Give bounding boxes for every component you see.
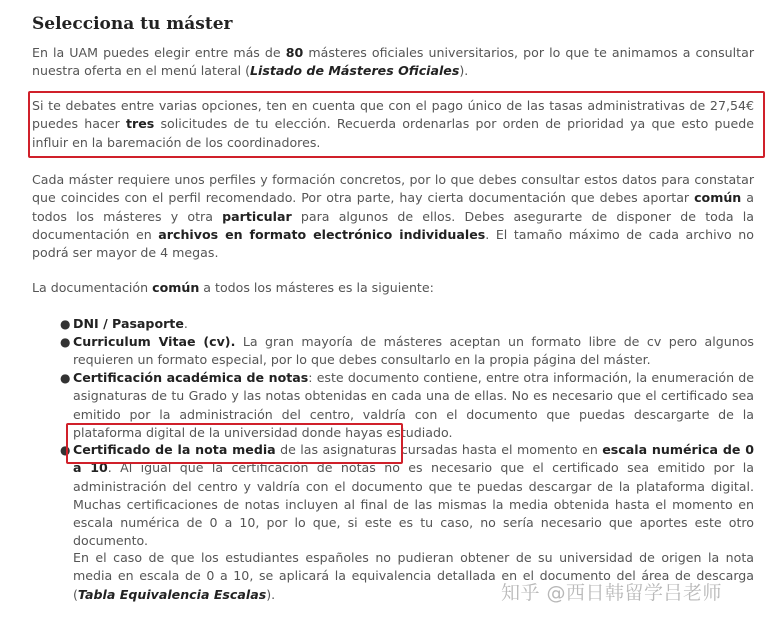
document-label: DNI / Pasaporte bbox=[73, 316, 184, 331]
intro-text-1: En la UAM puedes elegir entre más de bbox=[32, 45, 286, 60]
document-label: Certificado de la nota media bbox=[73, 442, 276, 457]
document-text: La gran mayoría de másteres aceptan un formato libre de cv pero algunos requieren un formato especial, por lo que debes consultarlo en la propia página del máster. bbox=[73, 334, 754, 368]
common-intro-text-2: a todos los másteres es la siguiente: bbox=[199, 280, 434, 295]
page-title: Selecciona tu máster bbox=[32, 14, 233, 34]
fees-highlight-box bbox=[28, 91, 765, 158]
foreign-text-2: ). bbox=[266, 586, 276, 602]
intro-text-3: ). bbox=[459, 63, 469, 79]
requirements-bold-2: particular bbox=[222, 208, 292, 224]
document-label: Curriculum Vitae (cv). bbox=[73, 334, 236, 349]
document-text: . bbox=[183, 316, 188, 331]
watermark: 知乎 @西日韩留学吕老师 bbox=[501, 582, 723, 604]
bullet-icon: ● bbox=[60, 443, 71, 457]
document-label: Certificación académica de notas bbox=[73, 370, 309, 385]
masters-list-link[interactable]: Listado de Másteres Oficiales bbox=[250, 63, 460, 79]
fees-text-2: solicitudes de tu elección. Recuerda ordenarlas por orden de prioridad ya que esto puede influir en la baremación de los coordinadores. bbox=[32, 116, 754, 150]
requirements-bold-1: común bbox=[694, 190, 742, 206]
common-intro-paragraph bbox=[32, 279, 754, 297]
common-intro-text-1: La documentación bbox=[32, 280, 153, 295]
list-item bbox=[60, 333, 754, 370]
intro-paragraph bbox=[32, 44, 754, 81]
document-bold-2: escala numérica de 0 a 10 bbox=[73, 442, 754, 476]
requirements-bold-3: archivos en formato electrónico individuales bbox=[158, 226, 486, 242]
nota-media-highlight-box bbox=[66, 423, 403, 464]
document-text: de las asignaturas cursadas hasta el momento en bbox=[275, 442, 603, 457]
bullet-icon: ● bbox=[60, 317, 71, 331]
common-intro-bold: común bbox=[152, 280, 200, 295]
bullet-icon: ● bbox=[60, 335, 71, 349]
equivalence-table-link[interactable]: Tabla Equivalencia Escalas bbox=[77, 586, 267, 602]
bullet-icon: ● bbox=[60, 371, 71, 385]
requirements-text-1: Cada máster requiere unos perfiles y formación concretos, por lo que debes consultar estos datos para constatar que coincides con el perfil recomendado. Por otra parte, hay cierta documentación que debes aportar bbox=[32, 172, 754, 206]
fees-bold: tres bbox=[125, 116, 155, 132]
requirements-text-2: a todos los másteres y otra bbox=[32, 190, 754, 224]
requirements-paragraph bbox=[32, 171, 754, 262]
requirements-text-3: para algunos de ellos. Debes asegurarte de disponer de toda la documentación en bbox=[32, 208, 754, 242]
foreign-text-1: En el caso de que los estudiantes españoles no pudieran obtener de su universidad de origen la nota media en escala de 0 a 10, se aplicará la equivalencia detallada en el documento del área de descarga ( bbox=[73, 550, 754, 602]
list-item bbox=[60, 315, 754, 333]
requirements-text-4: . El tamaño máximo de cada archivo no podrá ser mayor de 4 megas. bbox=[32, 226, 754, 261]
intro-text-2: másteres oficiales universitarios, por lo que te animamos a consultar nuestra oferta en el menú lateral ( bbox=[32, 45, 754, 79]
document-text: : este documento contiene, entre otra información, la enumeración de asignaturas de tu Grado y las notas obtenidas en cada una de ellas. No es necesario que el certificado sea emitido por la administración del centro, valdría con el documento que puedas descargarte de la plataforma digital de la universidad donde hayas estudiado. bbox=[73, 370, 754, 440]
fees-text-1: Si te debates entre varias opciones, ten en cuenta que con el pago único de las tasas administrativas de 27,54€ puedes hacer bbox=[32, 98, 754, 132]
master-count: 80 bbox=[285, 45, 304, 60]
document-text-2: . Al igual que la certificación de notas no es necesario que el certificado sea emitido por la administración del centro y valdría con el documento que te puedas descargar de la plataforma digital. Muchas certificaciones de notas incluyen al final de las mismas la media obtenida hasta el momento en escala numérica de 0 a 10, por lo que, si este es tu caso, no sería necesario que aportes este otro documento. bbox=[73, 460, 754, 549]
